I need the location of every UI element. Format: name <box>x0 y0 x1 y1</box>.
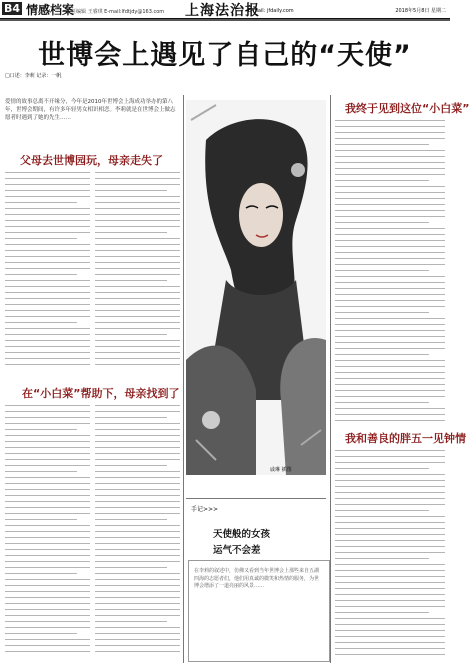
body-column-1a <box>5 172 90 372</box>
byline: □口述：李莉 记录：一帆 <box>5 73 62 79</box>
sidebar-box-text: 在李莉的叙述中，仿佛又看到当年世博会上那些来自五湖四海的志愿者们，他们用真诚的微笑和热情的服务，为世博会增添了一道亮丽的风景…… <box>194 568 320 589</box>
masthead: 上海法治报 <box>185 3 260 19</box>
site-url: E-mail: jfdaily.com <box>248 8 294 14</box>
body-column-3b <box>335 300 445 430</box>
illustration-caption: 戚琳 插图 <box>270 467 292 473</box>
body-column-2b <box>95 405 180 663</box>
illustration <box>186 100 326 475</box>
subhead-love-at-first-sight: 我和善良的胖五一见钟情 <box>345 432 466 445</box>
subhead-mother-lost: 父母去世博园玩，母亲走失了 <box>20 154 163 167</box>
middle-rule <box>186 498 326 499</box>
body-column-3a <box>335 120 445 300</box>
section-title: 情感档案 <box>26 3 75 17</box>
body-column-2a <box>5 405 90 663</box>
subhead-mother-found: 在“小白菜”帮助下，母亲找到了 <box>22 387 180 400</box>
sidebar-title-line1: 天使般的女孩 <box>213 529 271 540</box>
lead-paragraph: 爱情的故事总离不开缘分，今年是2010年世博会上海成功举办的第八年，世博会期间，有许多年轻男女相识相恋。李莉就是在世博会上做志愿者时遇到了她的先生…… <box>5 99 176 121</box>
page-number: B4 <box>4 2 21 15</box>
page-header <box>0 0 450 19</box>
headline: 世博会上遇见了自己的“天使” <box>38 40 412 71</box>
header-rule <box>0 19 450 21</box>
editor-info: 责任编辑 王睿琪 E-mail:lfdtjdy@163.com <box>66 9 165 15</box>
column-divider-left <box>183 95 184 663</box>
illustration-art <box>186 100 326 475</box>
body-column-1b <box>95 172 180 372</box>
handwriting-label: 手记>>> <box>191 506 219 513</box>
sidebar-title-line2: 运气不会差 <box>213 545 261 556</box>
body-column-4 <box>335 450 445 663</box>
subhead-xiaobaicai: 我终于见到这位“小白菜” <box>345 102 469 115</box>
column-divider-right <box>330 95 331 663</box>
issue-date: 2018年5月8日 星期二 <box>395 8 446 14</box>
